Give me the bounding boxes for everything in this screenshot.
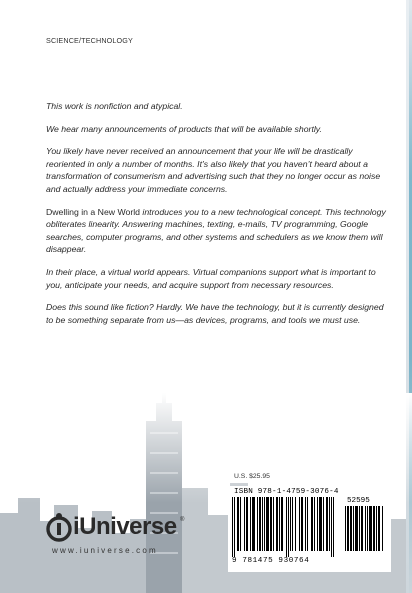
blurb-paragraph-6: Does this sound like fiction? Hardly. We have the technology, but it is currently designed to be something separate from us—as devices, programs, and tools we must use. [46,302,384,325]
publisher-logo [46,512,196,542]
publisher-name: iUniverse [73,513,177,540]
book-title-inline: Dwelling in a New World [46,206,140,217]
iuniverse-logo-icon [46,512,72,542]
category-label: SCIENCE/TECHNOLOGY [46,36,133,45]
ean-barcode-bars [232,497,342,557]
back-cover-blurb [46,100,386,336]
ean-number: 9 781475 930764 [232,557,310,565]
price-addon-number: 52595 [347,497,370,505]
isbn-number: ISBN 978-1-4759-3076-4 [234,488,339,496]
addon-barcode-bars [345,506,387,557]
blurb-paragraph-3: You likely have never received an announcement that your life will be drastically reoriented in only a number of months. It’s also likely that you haven’t heard about a transformation of consumerism and advertising such that they no longer occur as noise and actually address your immediate concerns. [46,146,381,194]
publisher-website: www.iuniverse.com [52,546,158,555]
isbn-barcode [228,486,391,572]
blurb-paragraph-1: This work is nonfiction and atypical. [46,101,183,111]
blurb-paragraph-2: We hear many announcements of products that will be available shortly. [46,123,322,134]
blurb-paragraph-4: Dwelling in a New World introduces you to a new technological concept. This technology obliterates linearity. Answering machines, texting, e-mails, TV programming, Google searches, computer programs, and other systems and schedulers as we know them will disappear. [46,206,386,255]
registered-mark: ® [180,517,185,523]
price-label: U.S. $25.95 [234,473,270,480]
blurb-paragraph-5: In their place, a virtual world appears. Virtual companions support what is important to you, anticipate your needs, and acquire support from necessary resources. [46,266,376,290]
